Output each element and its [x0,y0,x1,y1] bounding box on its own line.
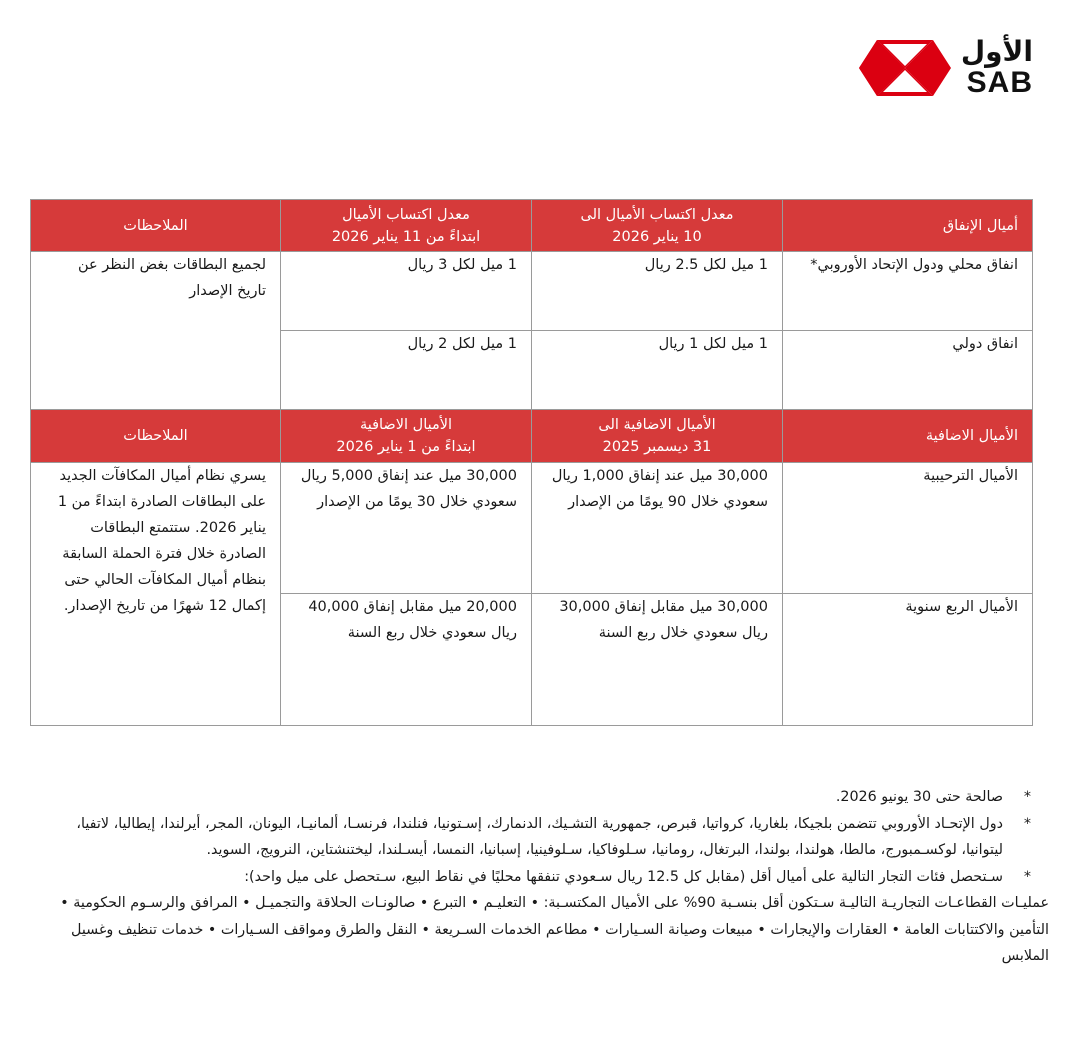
row-label: انفاق دولي [783,331,1033,410]
header-spending-miles: أميال الإنفاق [783,200,1033,252]
notes-cell: يسري نظام أميال المكافآت الجديد على البطاقات الصادرة ابتداءً من 1 يناير 2026. ستتمتع البطاقات الصادرة خلال فترة الحملة السابقة بنظام أميال المكافآت الحالي حتى إكمال 12 شهرًا من تاريخ الإصدار. [31,463,281,726]
rate-before-cell: 1 ميل لكل 2.5 ريال [532,252,783,331]
rate-before-cell: 1 ميل لكل 1 ريال [532,331,783,410]
notes-cell: لجميع البطاقات بغض النظر عن تاريخ الإصدار [31,252,281,410]
header-bonus-before: الأميال الاضافية الى 31 ديسمبر 2025 [532,410,783,463]
table-header-row [31,410,1033,463]
footnote-merchant-list: عمليـات القطاعـات التجاريـة التاليـة سـتكون أقل بنسـبة 90% على الأميال المكتسـبة: • التعليـم • التبرع • صالونـات الحلاقة والتجميـل • المرافق والرسـوم الحكومية • التأمين والاكتتابات العامة • العقارات والإيجارات • مبيعات وصيانة السـيارات • مطاعم الخدمات السـريعة • النقل والطرق ومواقف السـيارات • خدمات تنظيف وغسيل الملابس [60,895,1049,964]
row-label: الأميال الربع سنوية [783,594,1033,726]
bonus-after-cell: 20,000 ميل مقابل إنفاق 40,000 ريال سعودي خلال ربع السنة [281,594,532,726]
footnote-eu-countries: * دول الإتحـاد الأوروبي تتضمن بلجيكا، بلغاريا، كرواتيا، قبرص، جمهورية التشـيك، الدنمارك، إسـتونيا، فنلندا، فرنسـا، ألمانيـا، اليونان، المجر، أيرلندا، إيطاليا، لاتفيا، ليتوانيا، لوكسـمبورج، مالطا، هولندا، بولندا، البرتغال، رومانيا، سـلوفاكيا، سـلوفينيا، إسبانيا، النمسا، أيسـلندا، ليختنشتاين، النرويج، السويد. [31,811,1031,864]
brand-logo [859,35,1033,99]
bonus-before-cell: 30,000 ميل عند إنفاق 1,000 ريال سعودي خلال 90 يومًا من الإصدار [532,463,783,594]
footnotes [31,784,1049,970]
header-rate-after: معدل اكتساب الأميال ابتداءً من 11 يناير 2026 [281,200,532,252]
header-notes: الملاحظات [31,200,281,252]
rate-after-cell: 1 ميل لكل 3 ريال [281,252,532,331]
footnote-merchants: * سـتحصل فئات التجار التالية على أميال أقل (مقابل كل 12.5 ريال سـعودي تنفقها محليًا في نقاط البيع، سـتحصل على ميل واحد): [31,864,1031,891]
miles-table [30,199,1033,726]
row-label: انفاق محلي ودول الإتحاد الأوروبي* [783,252,1033,331]
brand-name-arabic: الأول [960,35,1033,68]
hexagon-logo-icon [859,40,951,96]
rate-after-cell: 1 ميل لكل 2 ريال [281,331,532,410]
footnote-validity: * صالحة حتى 30 يونيو 2026. [31,784,1031,811]
table-row [31,252,1033,331]
header-bonus-miles: الأميال الاضافية [783,410,1033,463]
header-notes: الملاحظات [31,410,281,463]
table-header-row [31,200,1033,252]
footnote-star: * [1023,815,1031,832]
table-row [31,463,1033,594]
brand-name-english: SAB [966,66,1033,99]
bonus-before-cell: 30,000 ميل مقابل إنفاق 30,000 ريال سعودي خلال ربع السنة [532,594,783,726]
header-rate-before: معدل اكتساب الأميال الى 10 يناير 2026 [532,200,783,252]
bonus-after-cell: 30,000 ميل عند إنفاق 5,000 ريال سعودي خلال 30 يومًا من الإصدار [281,463,532,594]
footnote-star: * [1023,789,1031,805]
row-label: الأميال الترحيبية [783,463,1033,594]
header-bonus-after: الأميال الاضافية ابتداءً من 1 يناير 2026 [281,410,532,463]
footnote-star: * [1023,868,1031,885]
